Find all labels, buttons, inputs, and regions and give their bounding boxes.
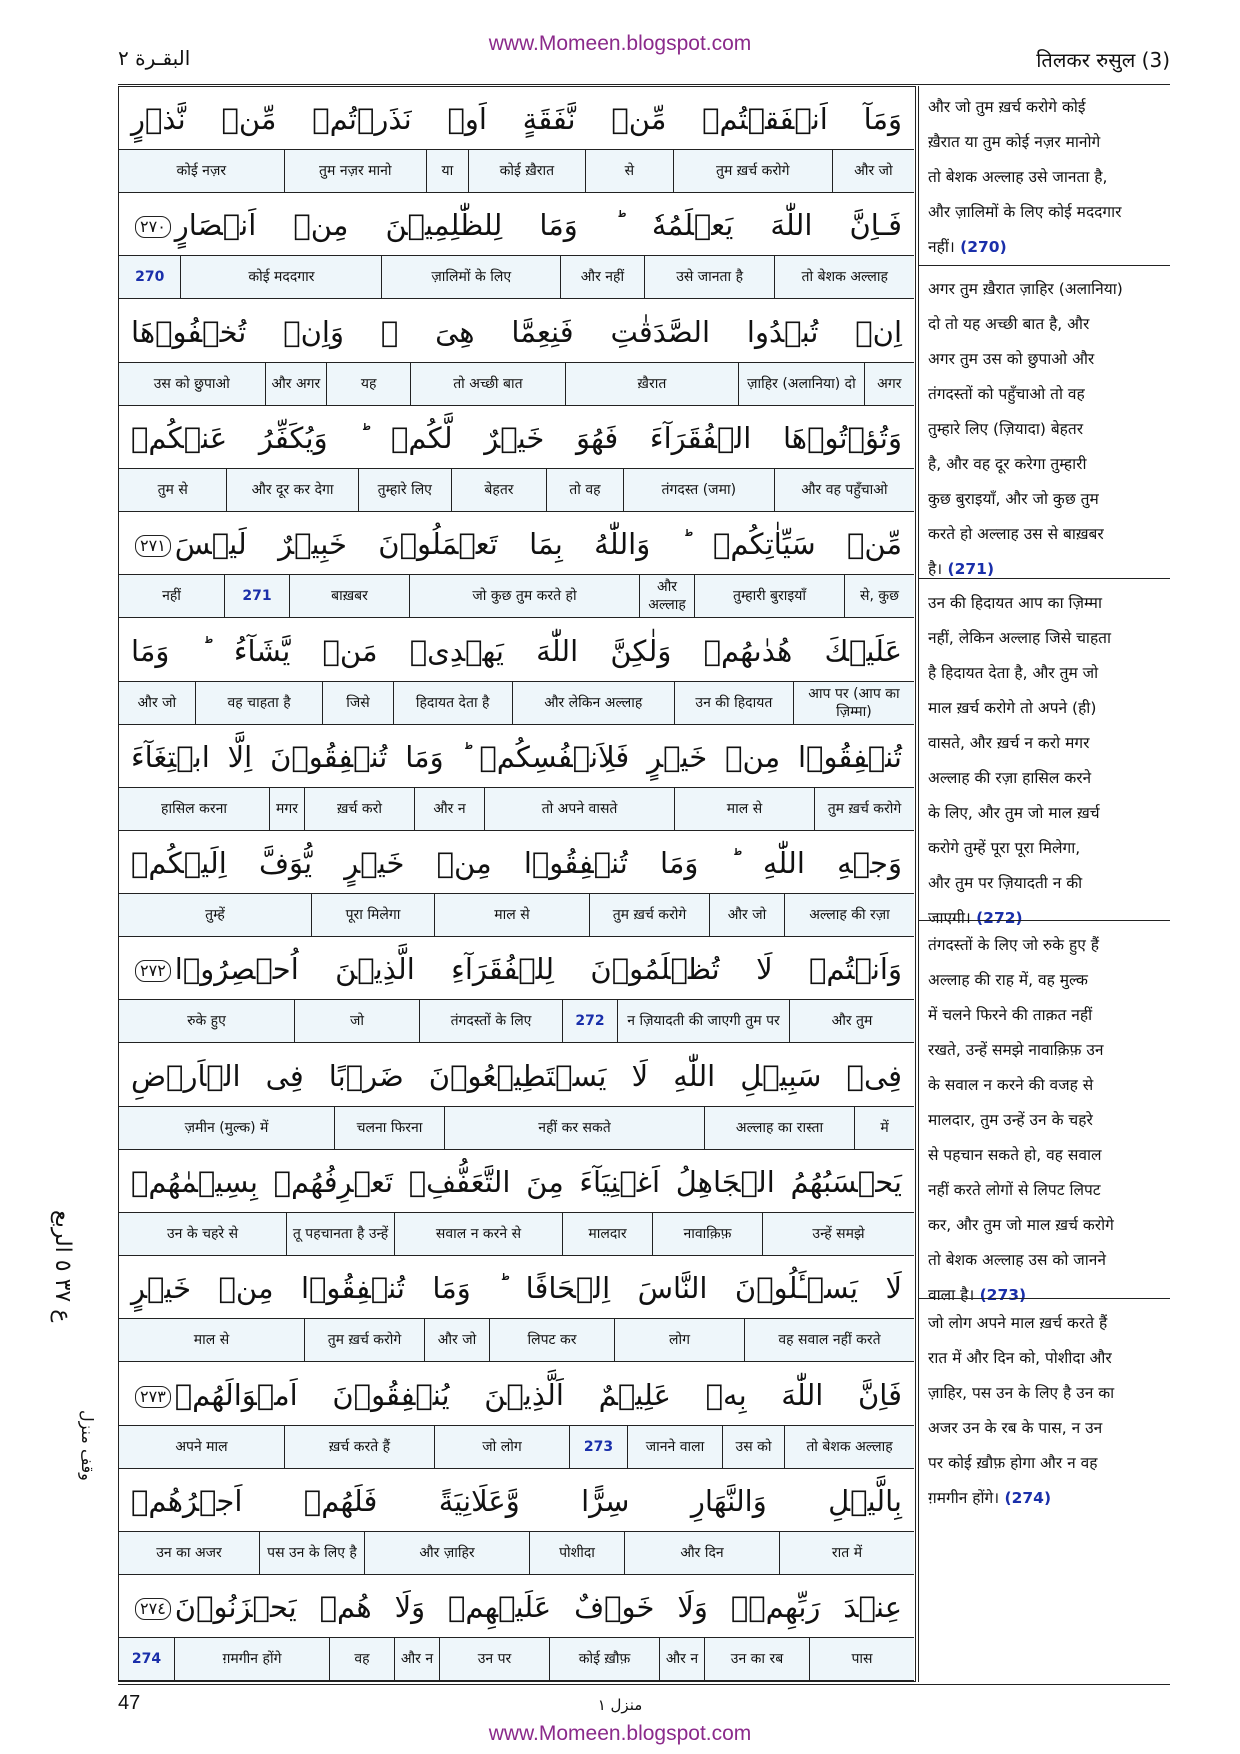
verse-block (119, 1469, 914, 1575)
translation-line (928, 866, 1173, 901)
translation-text: अजर उन के रब के पास, न उन (928, 1419, 1103, 1437)
word-meaning-cell: और अगर (265, 363, 327, 405)
word-meaning-cell: तू पहचानता है उन्हें (286, 1213, 394, 1255)
word-meaning-cell: हिदायत देता है (393, 682, 512, 724)
word-meaning-cell: तुम ख़र्च करोगे (304, 1319, 424, 1361)
arabic-line (119, 619, 914, 683)
translation-line (928, 272, 1173, 307)
word-meaning-cell: हासिल करना (161, 800, 227, 817)
arabic-line (119, 300, 914, 364)
translation-line (928, 1103, 1173, 1138)
translation-line (928, 447, 1173, 482)
word-meaning-cell: ज़ाहिर (अलानिया) दो (738, 363, 863, 405)
word-meaning-row (119, 574, 914, 618)
word-meaning-cell: और ज़ाहिर (364, 1532, 529, 1574)
translation-line (928, 307, 1173, 342)
site-url-bottom[interactable]: www.Momeen.blogspot.com (488, 1722, 752, 1745)
word-meaning-row (119, 1531, 914, 1575)
word-meaning-cell: सवाल न करने से (394, 1213, 562, 1255)
arabic-text: وَجۡهِ اللّٰهِ ؕ وَمَا تُنۡفِقُوۡا مِنۡ خَيۡرٍ يُّوَفَّ اِلَيۡكُمۡ (131, 846, 902, 881)
word-meaning-cell: माल से (193, 1332, 230, 1349)
verse-number-cell: 270 (135, 269, 165, 286)
arabic-text: يَحۡسَبُهُمُ الۡجَاهِلُ اَغۡنِيَآءَ مِنَ التَّعَفُّفِۚ تَعۡرِفُهُمۡ بِسِيۡمٰهُمۡ (131, 1165, 902, 1199)
paragraph-divider (918, 1298, 1170, 1299)
arabic-text: وَمَآ اَنۡفَقۡتُمۡ مِّنۡ نَّفَقَةٍ اَوۡ نَذَرۡتُمۡ مِّنۡ نَّذۡرٍ (131, 102, 902, 136)
header-rule (118, 84, 1170, 85)
translation-paragraph (928, 272, 1173, 587)
word-meaning-cell: और जो (137, 694, 177, 711)
word-meaning-row (119, 362, 914, 406)
translation-line (928, 928, 1173, 963)
word-meaning-row (119, 681, 914, 725)
verse-block (119, 1363, 914, 1469)
word-meaning-cell: और अल्लाह (639, 575, 694, 617)
translation-text: अगर तुम ख़ैरात ज़ाहिर (अलानिया) (928, 280, 1123, 298)
translation-text: अल्लाह की रज़ा हासिल करने (928, 769, 1092, 787)
word-meaning-cell: उस को छुपाओ (153, 375, 230, 392)
translation-grid (118, 86, 916, 1682)
word-meaning-cell: और जो (424, 1319, 489, 1361)
translation-line (928, 656, 1173, 691)
translation-text: और जो तुम ख़र्च करोगे कोई (928, 98, 1086, 116)
translation-line (928, 1341, 1173, 1376)
word-meaning-cell: उन का अजर (156, 1544, 222, 1561)
word-meaning-cell: और वह पहुँचाओ (774, 469, 914, 511)
word-meaning-cell: और नहीं (560, 256, 644, 298)
word-meaning-cell: जो (294, 1000, 419, 1042)
word-meaning-cell: तुम ख़र्च करोगे (589, 894, 709, 936)
arabic-line (119, 725, 914, 789)
arabic-text: مِّنۡ سَيِّاٰتِكُمۡ ؕ وَاللّٰهُ بِمَا تَعۡمَلُوۡنَ خَبِيۡرٌ لَيۡسَ (174, 527, 902, 562)
word-meaning-cell: यह (326, 363, 410, 405)
translation-line (928, 552, 1173, 587)
translation-text: में चलने फिरने की ताक़त नहीं (928, 1006, 1093, 1024)
translation-text: के सवाल न करने की वजह से (928, 1076, 1094, 1094)
surah-name: البقـرة ٢ (118, 46, 191, 70)
word-meaning-cell: से (585, 150, 673, 192)
word-meaning-cell: पूरा मिलेगा (311, 894, 434, 936)
translation-text: है, और वह दूर करेगा तुम्हारी (928, 455, 1087, 473)
translation-line (928, 1376, 1173, 1411)
translation-line (928, 963, 1173, 998)
verse-block (119, 1256, 914, 1362)
arabic-line (119, 831, 914, 895)
translation-text: रखते, उन्हें समझे नावाक़िफ़ उन (928, 1041, 1104, 1059)
word-meaning-cell: आप पर (आप का ज़िम्मा) (793, 682, 914, 724)
translation-text: ग़मगीन होंगे। (928, 1489, 1000, 1507)
word-meaning-cell: और न (659, 1638, 704, 1680)
translation-text: तंगदस्तों को पहुँचाओ तो वह (928, 385, 1085, 403)
word-meaning-cell: से, कुछ (844, 575, 914, 617)
word-meaning-cell: अपने माल (175, 1438, 228, 1455)
ayah-number-marker: ٢٧٠ (135, 216, 171, 238)
verse-block (119, 619, 914, 725)
word-meaning-cell: न ज़ियादती की जाएगी तुम पर (617, 1000, 789, 1042)
translation-text: जाएगी। (928, 909, 971, 927)
translation-paragraph (928, 90, 1173, 265)
word-meaning-cell: और लेकिन अल्लाह (512, 682, 674, 724)
translation-line (928, 412, 1173, 447)
word-meaning-cell: रुके हुए (187, 1013, 226, 1030)
translation-text: रात में और दिन को, पोशीदा और (928, 1349, 1112, 1367)
word-meaning-cell: ज़मीन (मुल्क) में (184, 1119, 269, 1136)
translation-line (928, 761, 1173, 796)
translation-text: नहीं, लेकिन अल्लाह जिसे चाहता (928, 629, 1112, 647)
word-meaning-cell: तुम्हारी बुराइयाँ (694, 575, 844, 617)
word-meaning-cell: उन के चहरे से (166, 1226, 239, 1242)
translation-line (928, 1208, 1173, 1243)
word-meaning-cell: अल्लाह का रास्ता (704, 1107, 854, 1149)
ayah-number-marker: ٢٧٣ (135, 1386, 171, 1408)
verse-block (119, 725, 914, 831)
translation-text: करते हो अल्लाह उस से बाख़बर (928, 525, 1104, 543)
word-meaning-cell: मगर (269, 788, 304, 830)
verse-number: (271) (942, 560, 995, 578)
translation-text: और तुम पर ज़ियादती न की (928, 874, 1083, 892)
verse-number-cell: 273 (569, 1426, 627, 1468)
translation-line (928, 586, 1173, 621)
word-meaning-cell: ख़र्च करते हैं (284, 1426, 434, 1468)
translation-line (928, 195, 1173, 230)
translation-text: वासते, और ख़र्च न करो मगर (928, 734, 1090, 752)
word-meaning-row (119, 1106, 914, 1150)
verse-block (119, 1575, 914, 1681)
translation-text: तो बेशक अल्लाह उसे जानता है, (928, 168, 1108, 186)
word-meaning-cell: ख़ैरात (565, 363, 739, 405)
word-meaning-cell: तुम ख़र्च करोगे (673, 150, 832, 192)
word-meaning-cell: में (854, 1107, 914, 1149)
translation-line (928, 1068, 1173, 1103)
arabic-line (119, 1150, 914, 1214)
word-meaning-cell: तो बेशक अल्लाह (784, 1426, 914, 1468)
word-meaning-cell: तुम नज़र मानो (284, 150, 427, 192)
ayah-number-marker: ٢٧٤ (135, 1598, 171, 1620)
word-meaning-cell: वह चाहता है (195, 682, 323, 724)
word-meaning-cell: तंगदस्त (जमा) (623, 469, 774, 511)
word-meaning-cell: पस उन के लिए है (259, 1532, 364, 1574)
verse-block (119, 937, 914, 1043)
word-meaning-cell: उन की हिदायत (674, 682, 793, 724)
translation-text: अगर तुम उस को छुपाओ और (928, 350, 1095, 368)
translation-text: कर, और तुम जो माल ख़र्च करोगे (928, 1216, 1114, 1234)
word-meaning-cell: पोशीदा (529, 1532, 624, 1574)
translation-line (928, 796, 1173, 831)
word-meaning-cell: वह (329, 1638, 394, 1680)
translation-text: है हिदायत देता है, और तुम जो (928, 664, 1099, 682)
word-meaning-cell: ज़ालिमों के लिए (381, 256, 560, 298)
word-meaning-cell: अगर (864, 363, 914, 405)
translation-line (928, 1306, 1173, 1341)
word-meaning-cell: बाख़बर (289, 575, 409, 617)
translation-text: दो तो यह अच्छी बात है, और (928, 315, 1090, 333)
arabic-line (119, 193, 914, 257)
word-meaning-cell: उन का रब (704, 1638, 809, 1680)
word-meaning-row (119, 787, 914, 831)
translation-paragraph (928, 586, 1173, 936)
word-meaning-row (119, 1637, 914, 1681)
word-meaning-cell: लिपट कर (489, 1319, 614, 1361)
translation-line (928, 1446, 1173, 1481)
translation-line (928, 342, 1173, 377)
translation-line (928, 125, 1173, 160)
verse-block (119, 87, 914, 193)
site-url-top[interactable]: www.Momeen.blogspot.com (488, 32, 752, 55)
word-meaning-cell: नहीं कर सकते (444, 1107, 704, 1149)
word-meaning-cell: वह सवाल नहीं करते (744, 1319, 914, 1361)
word-meaning-row (119, 999, 914, 1043)
word-meaning-cell: तो अच्छी बात (410, 363, 565, 405)
arabic-line (119, 1044, 914, 1108)
translation-text: से पहचान सकते हो, वह सवाल (928, 1146, 1102, 1164)
word-meaning-cell: उन्हें समझे (762, 1213, 914, 1255)
page-number: 47 (118, 1692, 141, 1714)
word-meaning-cell: जो लोग (434, 1426, 569, 1468)
arabic-line (119, 406, 914, 470)
word-meaning-row (119, 149, 914, 193)
arabic-text: لَا يَسۡـَٔلُوۡنَ النَّاسَ اِلۡحَافًا ؕ وَمَا تُنۡفِقُوۡا مِنۡ خَيۡرٍ (131, 1271, 902, 1306)
word-meaning-cell: मालदार (562, 1213, 652, 1255)
word-meaning-row (119, 1318, 914, 1362)
translation-line (928, 998, 1173, 1033)
word-meaning-cell: उस को (722, 1426, 784, 1468)
word-meaning-cell: और जो (709, 894, 784, 936)
word-meaning-cell: कोई ख़ैरात (468, 150, 585, 192)
arabic-text: وَاَنۡتُمۡ لَا تُظۡلَمُوۡنَ لِلۡفُقَرَآءِ الَّذِيۡنَ اُحۡصِرُوۡا (174, 952, 902, 987)
translation-line (928, 90, 1173, 125)
translation-text: जो लोग अपने माल ख़र्च करते हैं (928, 1314, 1108, 1332)
ruku-marker: ع ٣٧ ٥ الربع (50, 1210, 75, 1323)
translation-text: वाला है। (928, 1286, 975, 1304)
word-meaning-cell: बेहतर (451, 469, 546, 511)
translation-line (928, 517, 1173, 552)
word-meaning-cell: रात में (779, 1532, 914, 1574)
translation-text: ज़ाहिर, पस उन के लिए है उन का (928, 1384, 1115, 1402)
translation-line (928, 621, 1173, 656)
verse-block (119, 1150, 914, 1256)
word-meaning-cell: तो बेशक अल्लाह (774, 256, 914, 298)
word-meaning-cell: अल्लाह की रज़ा (784, 894, 914, 936)
word-meaning-cell: नहीं (162, 588, 181, 605)
verse-number: (272) (970, 909, 1023, 927)
verse-number-cell: 274 (131, 1651, 162, 1668)
word-meaning-row (119, 255, 914, 299)
translation-text: नहीं करते लोगों से लिपट लिपट (928, 1181, 1101, 1199)
translation-line (928, 1033, 1173, 1068)
paragraph-divider (918, 265, 1170, 266)
arabic-text: فَاِنَّ اللّٰهَ بِهٖ عَلِيۡمٌ اَلَّذِيۡنَ يُنۡفِقُوۡنَ اَمۡوَالَهُمۡ (174, 1377, 902, 1412)
verse-number: (273) (974, 1286, 1027, 1304)
translation-text: कुछ बुराइयाँ, और जो कुछ तुम (928, 490, 1099, 508)
verse-number-cell: 272 (562, 1000, 617, 1042)
verse-block (119, 831, 914, 937)
arabic-text: فَـاِنَّ اللّٰهَ يَعۡلَمُهٗ ؕ وَمَا لِلظّٰلِمِيۡنَ مِنۡ اَنۡصَارٍ (174, 208, 902, 243)
translation-text: अल्लाह की राह में, वह मुल्क (928, 971, 1088, 989)
translation-line (928, 1173, 1173, 1208)
verse-block (119, 300, 914, 406)
translation-line (928, 1411, 1173, 1446)
word-meaning-cell: तुम्हें (205, 907, 225, 924)
word-meaning-cell: तुम ख़र्च करोगे (814, 788, 914, 830)
verse-block (119, 1044, 914, 1150)
footer-rule (118, 1684, 1170, 1685)
translation-paragraph (928, 1306, 1173, 1516)
word-meaning-cell: जो कुछ तुम करते हो (409, 575, 639, 617)
word-meaning-cell: कोई नज़र (176, 163, 227, 179)
word-meaning-cell: जानने वाला (627, 1426, 722, 1468)
translation-text: नहीं। (928, 238, 955, 256)
word-meaning-cell: नावाक़िफ़ (652, 1213, 762, 1255)
translation-line (928, 482, 1173, 517)
word-meaning-cell: और दूर कर देगा (226, 469, 357, 511)
paragraph-divider (918, 920, 1170, 921)
word-meaning-cell: और तुम (789, 1000, 914, 1042)
word-meaning-cell: या (426, 150, 468, 192)
translation-paragraph (928, 928, 1173, 1313)
word-meaning-row (119, 893, 914, 937)
word-meaning-cell: माल से (674, 788, 814, 830)
word-meaning-cell: लोग (614, 1319, 744, 1361)
arabic-text: عَلَيۡكَ هُدٰٮهُمۡ وَلٰكِنَّ اللّٰهَ يَهۡدِىۡ مَنۡ يَّشَآءُ ؕ وَمَا (131, 633, 902, 668)
word-meaning-cell: तुम्हारे लिए (358, 469, 451, 511)
translation-text: ख़ैरात या तुम कोई नज़र मानोगे (928, 133, 1101, 151)
arabic-text: وَتُؤۡتُوۡهَا الۡفُقَرَآءَ فَهُوَ خَيۡرٌ لَّكُمۡ ؕ وَيُكَفِّرُ عَنۡكُمۡ (131, 420, 902, 455)
word-meaning-row (119, 1425, 914, 1469)
arabic-text: بِالَّيۡلِ وَالنَّهَارِ سِرًّا وَّعَلَانِيَةً فَلَهُمۡ اَجۡرُهُمۡ (131, 1483, 902, 1518)
para-name: तिलकर रुसुल (3) (1036, 48, 1170, 72)
word-meaning-cell: माल से (434, 894, 589, 936)
arabic-line (119, 1256, 914, 1320)
translation-text: तुम्हारे लिए (ज़ियादा) बेहतर (928, 420, 1084, 438)
arabic-line (119, 937, 914, 1001)
translation-line (928, 691, 1173, 726)
translation-line (928, 230, 1173, 265)
paragraph-divider (918, 578, 1170, 579)
word-meaning-cell: कोई मददगार (180, 256, 381, 298)
translation-line (928, 831, 1173, 866)
translation-line (928, 1243, 1173, 1278)
word-meaning-cell: और जो (832, 150, 914, 192)
verse-number: (270) (954, 238, 1007, 256)
arabic-line (119, 87, 914, 151)
word-meaning-cell: उन पर (439, 1638, 549, 1680)
word-meaning-cell: तंगदस्तों के लिए (419, 1000, 562, 1042)
word-meaning-cell: उसे जानता है (644, 256, 775, 298)
translation-line (928, 726, 1173, 761)
translation-line (928, 1481, 1173, 1516)
translation-text: उन की हिदायत आप का ज़िम्मा (928, 594, 1102, 612)
word-meaning-cell: कोई ख़ौफ़ (549, 1638, 659, 1680)
translation-text: तो बेशक अल्लाह उस को जानने (928, 1251, 1106, 1269)
translation-text: तंगदस्तों के लिए जो रुके हुए हैं (928, 936, 1099, 954)
verse-block (119, 406, 914, 512)
arabic-text: عِنۡدَ رَبِّهِمۡۚ وَلَا خَوۡفٌ عَلَيۡهِمۡ وَلَا هُمۡ يَحۡزَنُوۡنَ (174, 1590, 902, 1625)
translation-text: के लिए, और तुम जो माल ख़र्च (928, 804, 1100, 822)
translation-text: पर कोई ख़ौफ़ होगा और न वह (928, 1454, 1098, 1472)
ayah-number-marker: ٢٧١ (135, 535, 171, 557)
translation-line (928, 1138, 1173, 1173)
arabic-text: فِىۡ سَبِيۡلِ اللّٰهِ لَا يَسۡتَطِيۡعُوۡنَ ضَرۡبًا فِى الۡاَرۡضِ (131, 1058, 902, 1093)
translation-text: मालदार, तुम उन्हें उन के चहरे (928, 1111, 1093, 1129)
verse-number-cell: 271 (224, 575, 289, 617)
arabic-text: اِنۡ تُبۡدُوا الصَّدَقٰتِ فَنِعِمَّا هِىَ ۚ وَاِنۡ تُخۡفُوۡهَا (131, 314, 902, 349)
column-divider (918, 86, 919, 1682)
translation-line (928, 377, 1173, 412)
word-meaning-cell: जिसे (322, 682, 392, 724)
verse-block (119, 512, 914, 618)
word-meaning-cell: ख़र्च करो (304, 788, 414, 830)
word-meaning-cell: ग़मगीन होंगे (174, 1638, 329, 1680)
arabic-line (119, 1363, 914, 1427)
translation-line (928, 160, 1173, 195)
arabic-line (119, 1469, 914, 1533)
word-meaning-row (119, 1212, 914, 1256)
arabic-text: تُنۡفِقُوۡا مِنۡ خَيۡرٍ فَلِاَنۡفُسِكُمۡ ؕ وَمَا تُنۡفِقُوۡنَ اِلَّا ابۡتِغَآءَ (131, 739, 902, 774)
word-meaning-row (119, 468, 914, 512)
waqf-marker: وقف منزل (78, 1410, 97, 1481)
word-meaning-cell: और न (394, 1638, 439, 1680)
translation-text: माल ख़र्च करोगे तो अपने (ही) (928, 699, 1097, 717)
translation-text: और ज़ालिमों के लिए कोई मददगार (928, 203, 1122, 221)
translation-text: है। (928, 560, 943, 578)
arabic-line (119, 512, 914, 576)
word-meaning-cell: और न (414, 788, 484, 830)
word-meaning-cell: तुम से (157, 481, 188, 498)
ayah-number-marker: ٢٧٢ (135, 960, 171, 982)
word-meaning-cell: तो वह (546, 469, 623, 511)
word-meaning-cell: तो अपने वासते (484, 788, 674, 830)
manzil-label: منزل ١ (597, 1696, 643, 1714)
arabic-line (119, 1575, 914, 1639)
verse-number: (274) (999, 1489, 1052, 1507)
translation-text: करोगे तुम्हें पूरा पूरा मिलेगा, (928, 839, 1081, 857)
word-meaning-cell: पास (809, 1638, 914, 1680)
verse-block (119, 193, 914, 299)
word-meaning-cell: चलना फिरना (334, 1107, 444, 1149)
word-meaning-cell: और दिन (624, 1532, 779, 1574)
